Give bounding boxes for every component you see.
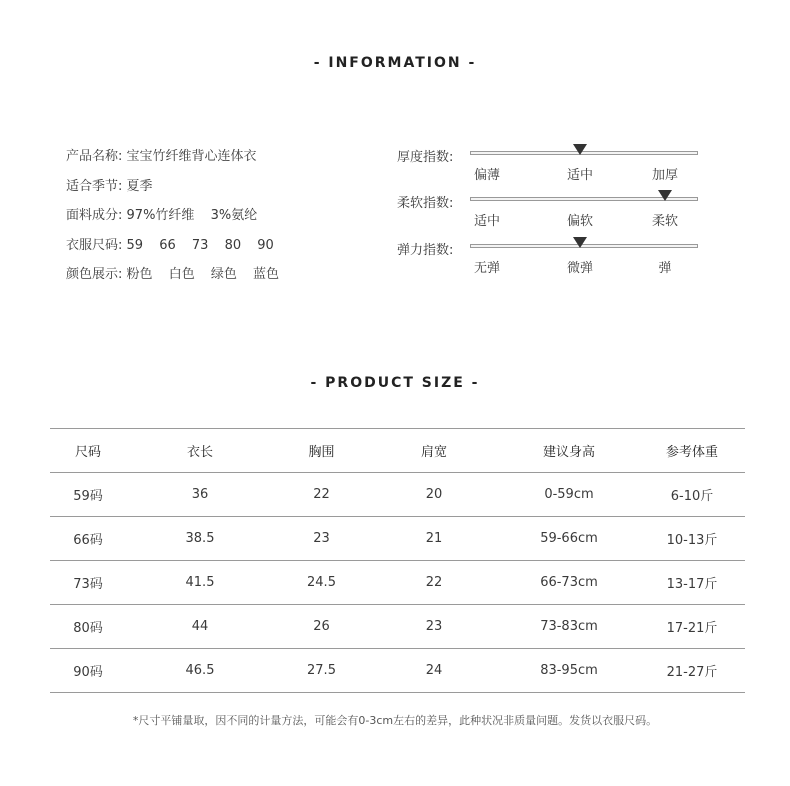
elasticity-scale <box>397 239 707 283</box>
spec-list <box>66 145 291 293</box>
scale-marker <box>573 144 587 155</box>
spec-label: 面料成分: <box>66 208 123 224</box>
table-cell: 26 <box>274 605 369 649</box>
scale-option: 弹 <box>658 261 672 276</box>
spec-value: 夏季 <box>126 178 153 194</box>
scale-option: 适中 <box>473 214 501 229</box>
table-cell: 59-66cm <box>499 517 639 561</box>
spec-label: 适合季节: <box>66 178 123 194</box>
table-header-row <box>50 429 745 473</box>
table-cell: 66-73cm <box>499 561 639 605</box>
table-row <box>50 605 745 649</box>
spec-label: 产品名称: <box>66 149 123 164</box>
table-cell: 22 <box>369 561 499 605</box>
spec-label: 衣服尺码: <box>66 237 123 253</box>
table-cell: 44 <box>126 605 274 649</box>
table-cell: 46.5 <box>126 649 274 693</box>
scale-option: 无弹 <box>473 261 501 276</box>
measurement-note: *尺寸平铺量取，因不同的计量方法，可能会有0-3cm左右的差异，此种状况非质量问题。发货以衣服尺码。 <box>132 714 658 727</box>
scale-marker <box>573 237 587 248</box>
spec-value: 66 <box>159 237 176 253</box>
scale-option: 加厚 <box>651 168 679 183</box>
product-size-title: - PRODUCT SIZE - <box>310 375 480 391</box>
table-cell: 24 <box>369 649 499 693</box>
table-cell: 73码 <box>50 561 126 605</box>
table-cell: 20 <box>369 473 499 517</box>
scale-marker <box>658 190 672 201</box>
spec-value: 白色 <box>168 267 195 283</box>
table-cell: 90码 <box>50 649 126 693</box>
table-cell: 59码 <box>50 473 126 517</box>
spec-value: 97%竹纤维 <box>126 208 195 224</box>
column-header: 衣长 <box>126 429 274 473</box>
column-header: 建议身高 <box>499 429 639 473</box>
size-table <box>50 428 745 693</box>
scale-label: 柔软指数: <box>397 196 454 211</box>
table-cell: 38.5 <box>126 517 274 561</box>
spec-value: 绿色 <box>210 267 237 283</box>
spec-row-product-name <box>66 145 291 175</box>
column-header: 胸围 <box>274 429 369 473</box>
spec-row-fabric <box>66 204 291 234</box>
information-title: - INFORMATION - <box>313 55 477 71</box>
scale-option: 偏软 <box>566 214 594 229</box>
table-cell: 27.5 <box>274 649 369 693</box>
scale-option: 适中 <box>566 168 594 183</box>
table-cell: 21-27斤 <box>639 649 745 693</box>
scale-label: 弹力指数: <box>397 243 454 258</box>
table-cell: 23 <box>369 605 499 649</box>
column-header: 肩宽 <box>369 429 499 473</box>
table-cell: 66码 <box>50 517 126 561</box>
table-row <box>50 473 745 517</box>
table-row <box>50 649 745 693</box>
thickness-scale <box>397 146 707 190</box>
scale-option: 偏薄 <box>473 168 501 183</box>
spec-value: 59 <box>126 237 144 253</box>
table-cell: 13-17斤 <box>639 561 745 605</box>
table-cell: 22 <box>274 473 369 517</box>
table-cell: 17-21斤 <box>639 605 745 649</box>
table-cell: 36 <box>126 473 274 517</box>
scale-option: 柔软 <box>651 214 679 229</box>
table-cell: 24.5 <box>274 561 369 605</box>
spec-value: 90 <box>257 237 274 253</box>
table-cell: 21 <box>369 517 499 561</box>
table-cell: 73-83cm <box>499 605 639 649</box>
table-cell: 6-10斤 <box>639 473 745 517</box>
table-cell: 0-59cm <box>499 473 639 517</box>
spec-value: 粉色 <box>126 267 153 283</box>
scale-label: 厚度指数: <box>397 150 454 165</box>
spec-value: 73 <box>191 237 209 253</box>
table-cell: 80码 <box>50 605 126 649</box>
scale-option: 微弹 <box>566 261 594 276</box>
table-row <box>50 517 745 561</box>
column-header: 尺码 <box>50 429 126 473</box>
softness-scale <box>397 192 707 236</box>
spec-row-sizes <box>66 234 291 264</box>
spec-value: 宝宝竹纤维背心连体衣 <box>126 149 257 164</box>
table-cell: 83-95cm <box>499 649 639 693</box>
spec-row-colors <box>66 263 291 293</box>
spec-value: 3%氨纶 <box>210 208 258 224</box>
table-cell: 10-13斤 <box>639 517 745 561</box>
table-cell: 23 <box>274 517 369 561</box>
table-row <box>50 561 745 605</box>
column-header: 参考体重 <box>639 429 745 473</box>
table-cell: 41.5 <box>126 561 274 605</box>
spec-value: 80 <box>224 237 242 253</box>
spec-row-season <box>66 175 291 205</box>
spec-label: 颜色展示: <box>66 267 123 283</box>
spec-value: 蓝色 <box>253 267 280 283</box>
